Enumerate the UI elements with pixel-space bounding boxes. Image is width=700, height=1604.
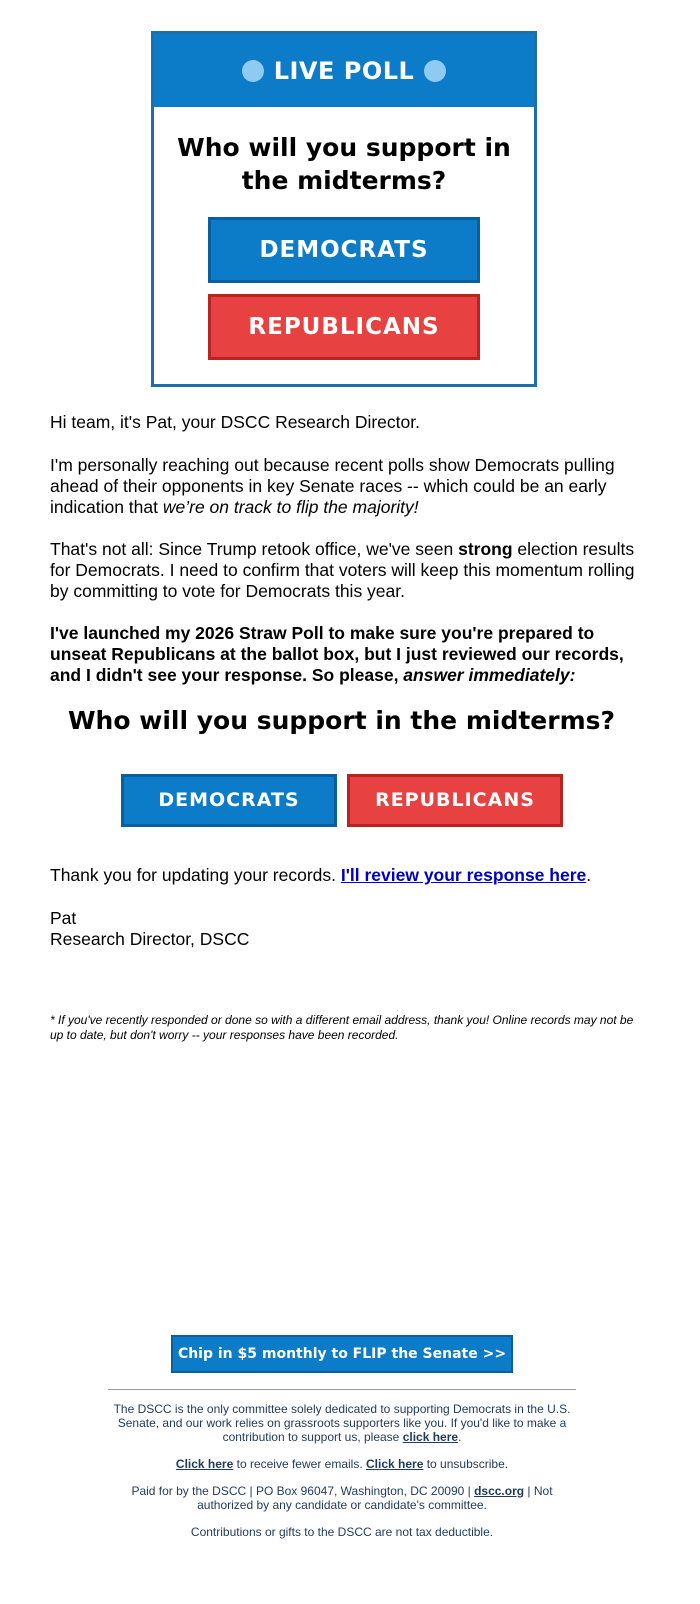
poll-header-label: LIVE POLL (273, 56, 415, 85)
paragraph-polls-italic: we’re on track to flip the majority! (162, 497, 419, 517)
paragraph-straw-poll (50, 623, 640, 686)
thanks-line (50, 865, 640, 886)
paragraph-polls (50, 455, 640, 518)
republicans-button-2[interactable]: REPUBLICANS (347, 774, 563, 827)
greeting: Hi team, it's Pat, your DSCC Research Director. (50, 412, 420, 432)
paragraph-polls-text: I'm personally reaching out because recent polls show Democrats pulling ahead of their opponents in key Senate races -- which could be an early indication that (50, 455, 615, 517)
paragraph-bold: strong (458, 539, 513, 559)
republicans-button[interactable]: REPUBLICANS (208, 294, 480, 360)
thanks-end: . (586, 865, 592, 885)
dscc-site-link[interactable]: dscc.org (474, 1484, 525, 1498)
footer-about-end: . (458, 1430, 462, 1444)
paragraph-bold-italic: answer immediately: (403, 665, 576, 685)
footnote: * If you've recently responded or done so with a different email address, thank you! Online records may not be up to date, but don't worry -- your responses have been recorded. (50, 1013, 634, 1042)
paid-for-text: Paid for by the DSCC | PO Box 96047, Washington, DC 20090 | (131, 1484, 475, 1498)
footer-divider (108, 1389, 576, 1390)
signature-name: Pat (50, 908, 77, 928)
poll-question: Who will you support in the midterms? (177, 133, 511, 195)
footer-email-prefs (108, 1457, 576, 1471)
poll-question-2: Who will you support in the midterms? (67, 706, 616, 735)
dot-icon (242, 60, 264, 82)
footer-paid-for (108, 1484, 576, 1512)
chip-in-button[interactable]: Chip in $5 monthly to FLIP the Senate >> (171, 1335, 513, 1373)
review-response-link[interactable]: I'll review your response here (340, 865, 587, 885)
paragraph-text: election results for Democrats. I need to confirm that voters will keep this momentum rolling by committing to vote for Democrats this year. (50, 539, 635, 601)
paid-for-end: | Not authorized by any candidate or candidate's committee. (197, 1484, 553, 1512)
footer-about-text: The DSCC is the only committee solely dedicated to supporting Democrats in the U.S. Senate, and our work relies on grassroots supporters like you. If you'd like to make a contribution to support us, please (113, 1402, 571, 1444)
dot-icon (424, 60, 446, 82)
fewer-emails-text: to receive fewer emails. (233, 1457, 366, 1471)
contribute-link[interactable]: click here (402, 1430, 459, 1444)
unsubscribe-link[interactable]: Click here (366, 1457, 424, 1471)
fewer-emails-link[interactable]: Click here (175, 1457, 234, 1471)
democrats-button[interactable]: DEMOCRATS (208, 217, 480, 283)
poll-header (154, 34, 534, 107)
live-poll-card (151, 31, 537, 387)
paragraph-bold-text: I've launched my 2026 Straw Poll to make sure you're prepared to unseat Republicans at the ballot box, but I just reviewed our records, and I didn't see your response. So please, (50, 623, 624, 685)
paragraph-strong-results (50, 539, 640, 602)
thanks-text: Thank you for updating your records. (50, 865, 341, 885)
paragraph-text: That's not all: Since Trump retook office, we've seen (50, 539, 459, 559)
democrats-button-2[interactable]: DEMOCRATS (121, 774, 337, 827)
unsubscribe-text: to unsubscribe. (423, 1457, 509, 1471)
footer-about (108, 1402, 576, 1444)
footer-tax-note: Contributions or gifts to the DSCC are not tax deductible. (190, 1525, 494, 1539)
signature-title: Research Director, DSCC (50, 929, 250, 949)
